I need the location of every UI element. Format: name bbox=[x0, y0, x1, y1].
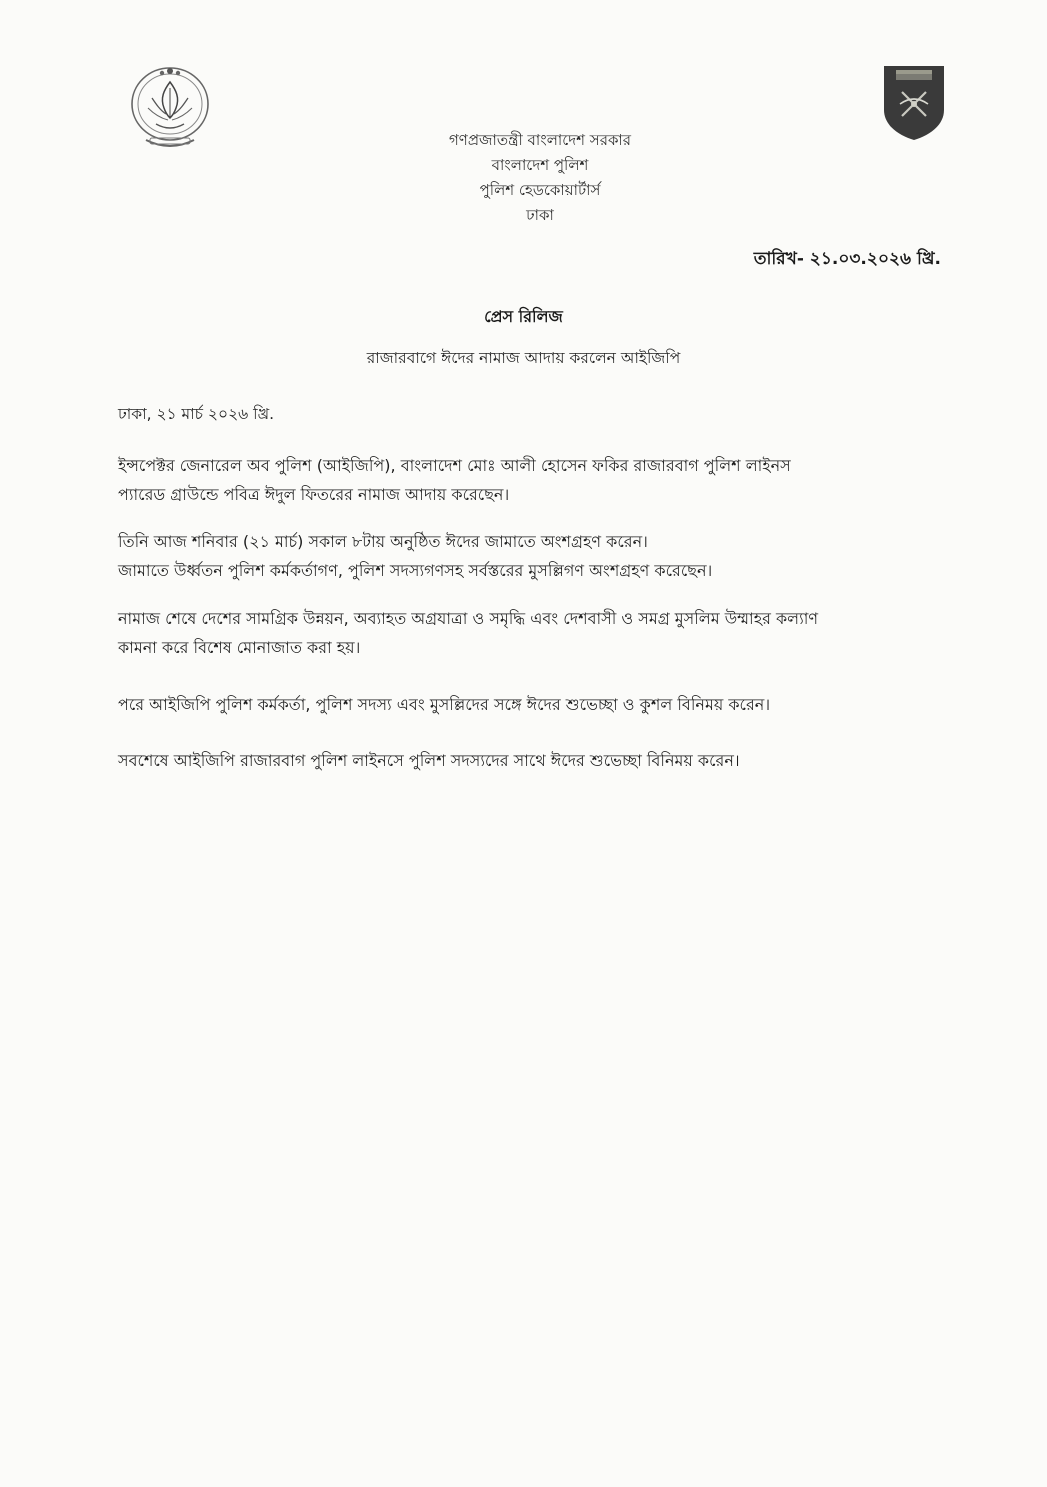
paragraph-2 bbox=[118, 527, 934, 585]
paragraph-line: পরে আইজিপি পুলিশ কর্মকর্তা, পুলিশ সদস্য এবং মুসল্লিদের সঙ্গে ঈদের শুভেচ্ছা ও কুশল বিনিময় করেন। bbox=[118, 695, 771, 714]
header-department: বাংলাদেশ পুলিশ bbox=[491, 156, 589, 174]
police-shield-badge-icon bbox=[882, 64, 946, 142]
paragraph-line: জামাতে উর্ধ্বতন পুলিশ কর্মকর্তাগণ, পুলিশ সদস্যগণসহ সর্বস্তরের মুসল্লিগণ অংশগ্রহণ করেছেন। bbox=[118, 561, 713, 580]
paragraph-5 bbox=[118, 746, 934, 775]
paragraph-line: প্যারেড গ্রাউন্ডে পবিত্র ঈদুল ফিতরের নামাজ আদায় করেছেন। bbox=[118, 485, 510, 504]
header-office: পুলিশ হেডকোয়ার্টার্স bbox=[479, 181, 601, 199]
bangladesh-police-emblem-icon bbox=[126, 62, 214, 154]
document-date: তারিখ- ২১.০৩.২০২৬ খ্রি. bbox=[753, 249, 941, 269]
press-release-title: প্রেস রিলিজ bbox=[484, 307, 563, 326]
paragraph-line: কামনা করে বিশেষ মোনাজাত করা হয়। bbox=[118, 638, 361, 657]
header-city: ঢাকা bbox=[526, 206, 554, 224]
paragraph-line: সবশেষে আইজিপি রাজারবাগ পুলিশ লাইনসে পুলিশ সদস্যদের সাথে ঈদের শুভেচ্ছা বিনিময় করেন। bbox=[118, 751, 740, 770]
paragraph-3 bbox=[118, 604, 934, 662]
paragraph-1 bbox=[118, 451, 934, 509]
paragraph-line: ইন্সপেক্টর জেনারেল অব পুলিশ (আইজিপি), বাংলাদেশ মোঃ আলী হোসেন ফকির রাজারবাগ পুলিশ লাইনস bbox=[118, 456, 791, 475]
paragraph-line: তিনি আজ শনিবার (২১ মার্চ) সকাল ৮টায় অনুষ্ঠিত ঈদের জামাতে অংশগ্রহণ করেন। bbox=[118, 532, 648, 551]
dateline: ঢাকা, ২১ মার্চ ২০২৬ খ্রি. bbox=[118, 405, 275, 423]
paragraph-4 bbox=[118, 690, 934, 719]
press-release-headline: রাজারবাগে ঈদের নামাজ আদায় করলেন আইজিপি bbox=[366, 349, 681, 367]
letterhead bbox=[340, 128, 740, 228]
paragraph-line: নামাজ শেষে দেশের সামগ্রিক উন্নয়ন, অব্যাহত অগ্রযাত্রা ও সমৃদ্ধি এবং দেশবাসী ও সমগ্র মুসলিম উম্মাহর কল্যাণ bbox=[118, 609, 819, 628]
header-government: গণপ্রজাতন্ত্রী বাংলাদেশ সরকার bbox=[448, 131, 632, 149]
